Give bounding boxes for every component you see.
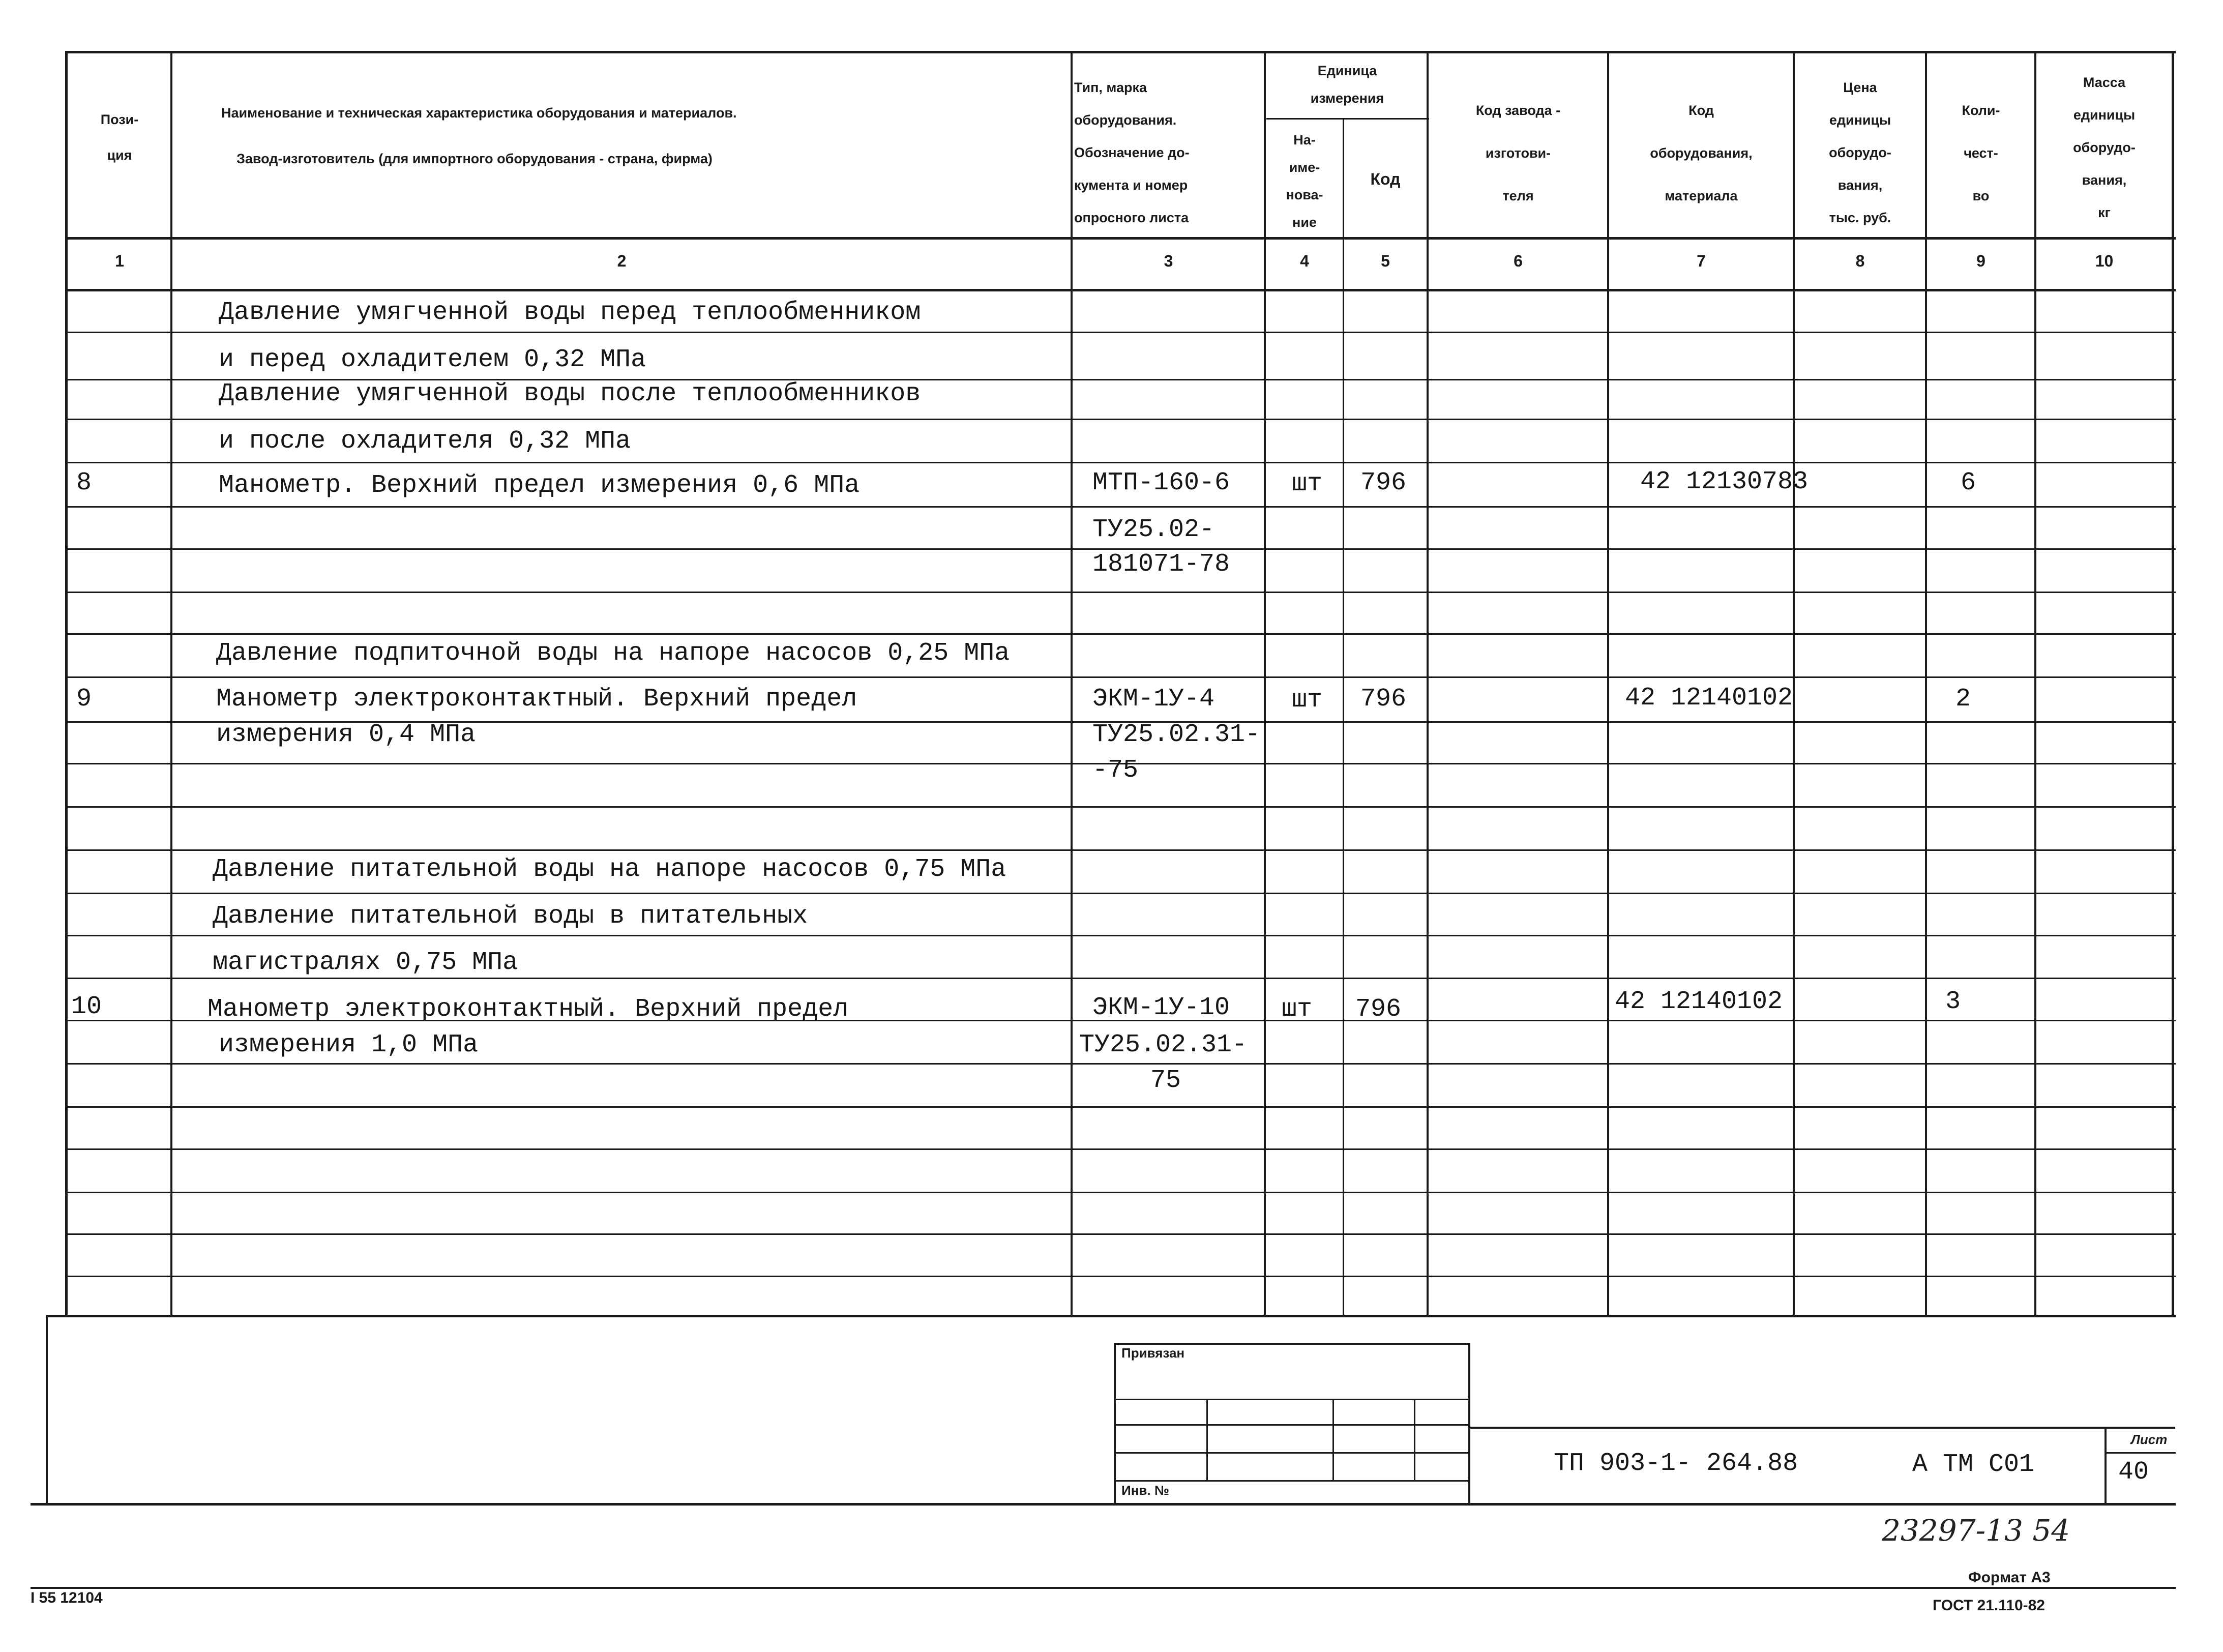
- row-unit-code: 796: [1355, 995, 1402, 1024]
- header-name-line1: Наименование и техническая характеристика оборудования и материалов.: [221, 105, 737, 121]
- row-line: [65, 676, 2176, 678]
- col-line-9: [2034, 51, 2036, 1315]
- row-quantity: 6: [1961, 468, 1976, 497]
- row-line: [65, 506, 2176, 508]
- row-line: [65, 1233, 2176, 1235]
- stamp-box-top: [1114, 1343, 1470, 1345]
- frame-bottom-border: [31, 1503, 2176, 1506]
- row-line: [65, 1192, 2176, 1193]
- header-bottom-border: [65, 237, 2176, 240]
- colnum-6: 6: [1514, 252, 1523, 270]
- colnum-2: 2: [617, 252, 627, 270]
- colnum-4: 4: [1300, 252, 1309, 270]
- col-line-2: [1071, 51, 1073, 1315]
- stamp-box-line: [1114, 1424, 1470, 1426]
- row-quantity: 3: [1945, 987, 1961, 1016]
- row-position: 8: [76, 468, 92, 497]
- row-type: ТУ25.02.31-: [1079, 1030, 1248, 1059]
- stamp-box-vline: [1206, 1399, 1208, 1480]
- row-line: [65, 1106, 2176, 1108]
- stamp-box-line: [1114, 1480, 1470, 1482]
- row-type: 181071-78: [1092, 550, 1230, 579]
- row-line: [65, 1276, 2176, 1277]
- row-code: 42 12130783: [1640, 467, 1809, 496]
- table-right-border: [2172, 51, 2174, 1315]
- colnum-8: 8: [1855, 252, 1865, 270]
- row-line: [65, 462, 2176, 463]
- row-line: [65, 1063, 2176, 1065]
- col-line-5: [1427, 51, 1429, 1315]
- colnum-bottom-border: [65, 289, 2176, 291]
- row-type: ТУ25.02.31-: [1092, 720, 1261, 749]
- header-unit-code: Код: [1370, 170, 1401, 188]
- row-line: [65, 633, 2176, 635]
- row-line: [65, 935, 2176, 936]
- row-unit: шт: [1282, 995, 1313, 1024]
- colnum-1: 1: [115, 252, 124, 270]
- row-name: Давление умягченной воды после теплообменников: [219, 379, 921, 408]
- row-quantity: 2: [1955, 685, 1971, 714]
- table-left-border: [65, 51, 68, 1315]
- stamp-box-line: [1114, 1452, 1470, 1454]
- stamp-inv-number: Инв. №: [1121, 1483, 1169, 1498]
- header-type: Тип, марка оборудования. Обозначение до- кумента и номер опросного листа: [1074, 80, 1190, 225]
- header-quantity: Коли- чест- во: [1962, 103, 2000, 203]
- row-name: измерения 1,0 МПа: [219, 1030, 479, 1059]
- col-line-4: [1343, 118, 1344, 1315]
- table-top-border: [65, 51, 2176, 53]
- row-type: 75: [1150, 1066, 1181, 1095]
- col-line-1: [170, 51, 172, 1315]
- unit-header-divider: [1266, 118, 1429, 120]
- col-line-8: [1925, 51, 1927, 1315]
- header-unit: Единица измерения: [1310, 63, 1384, 106]
- row-name: Манометр. Верхний предел измерения 0,6 МПа: [219, 471, 860, 500]
- sheet-box-left: [2105, 1427, 2107, 1506]
- row-line: [65, 419, 2176, 420]
- header-position: Пози- ция: [100, 112, 139, 163]
- row-type: ЭКМ-1У-10: [1092, 993, 1230, 1022]
- row-code: 42 12140102: [1615, 987, 1783, 1016]
- row-code: 42 12140102: [1625, 684, 1793, 713]
- row-name: и после охладителя 0,32 МПа: [219, 427, 631, 456]
- col-line-7: [1793, 51, 1795, 1315]
- row-unit: шт: [1292, 686, 1323, 715]
- table-bottom-border: [46, 1315, 2176, 1317]
- row-unit-code: 796: [1360, 685, 1407, 714]
- format-label: Формат А3: [1968, 1569, 2051, 1586]
- header-unit-name: На- име- нова- ние: [1286, 132, 1323, 230]
- row-name: и перед охладителем 0,32 МПа: [219, 345, 646, 374]
- row-type: -75: [1092, 756, 1139, 785]
- header-price: Цена единицы оборудо- вания, тыс. руб.: [1829, 80, 1891, 225]
- row-position: 10: [71, 992, 102, 1021]
- sheet-mark: А ТМ С01: [1912, 1450, 2035, 1479]
- sheet-number: 40: [2118, 1458, 2149, 1487]
- row-name: Манометр электроконтактный. Верхний предел: [216, 685, 857, 714]
- row-line: [65, 849, 2176, 851]
- stamp-box-vline: [1332, 1399, 1334, 1480]
- doc-code: ТП 903-1- 264.88: [1554, 1449, 1798, 1478]
- colnum-3: 3: [1164, 252, 1173, 270]
- sheet-box-divider: [2105, 1452, 2176, 1454]
- frame-left-border: [46, 1315, 48, 1506]
- row-type: ТУ25.02-: [1092, 515, 1215, 544]
- title-block-top: [1468, 1427, 2175, 1429]
- row-type: МТП-160-6: [1092, 468, 1230, 497]
- stamp-privyazan: Привязан: [1121, 1345, 1185, 1361]
- row-position: 9: [76, 685, 92, 714]
- left-code: I 55 12104: [31, 1589, 103, 1606]
- header-plant-code: Код завода - изготови- теля: [1475, 103, 1561, 203]
- row-line: [65, 806, 2176, 808]
- row-type: ЭКМ-1У-4: [1092, 685, 1215, 714]
- row-line: [65, 592, 2176, 593]
- header-name-line2: Завод-изготовитель (для импортного оборудования - страна, фирма): [236, 151, 713, 166]
- row-line: [65, 1148, 2176, 1150]
- header-mass: Масса единицы оборудо- вания, кг: [2073, 75, 2136, 220]
- gost-label: ГОСТ 21.110-82: [1933, 1597, 2045, 1614]
- sheet-label: Лист: [2131, 1432, 2168, 1447]
- colnum-9: 9: [1976, 252, 1985, 270]
- stamp-box-line: [1114, 1399, 1470, 1400]
- row-name: магистралях 0,75 МПа: [213, 948, 518, 977]
- row-line: [65, 332, 2176, 333]
- row-name: Манометр электроконтактный. Верхний предел: [208, 995, 849, 1024]
- row-unit-code: 796: [1360, 468, 1407, 497]
- colnum-10: 10: [2095, 252, 2114, 270]
- handwritten-number: 23297-13 54: [1882, 1513, 2070, 1548]
- col-line-6: [1607, 51, 1609, 1315]
- colnum-5: 5: [1381, 252, 1390, 270]
- col-line-3: [1264, 51, 1266, 1315]
- row-name: Давление подпиточной воды на напоре насосов 0,25 МПа: [216, 639, 1010, 668]
- row-unit: шт: [1292, 469, 1323, 498]
- row-name: Давление питательной воды в питательных: [213, 902, 808, 931]
- colnum-7: 7: [1697, 252, 1706, 270]
- row-name: Давление питательной воды на напоре насосов 0,75 МПа: [213, 855, 1006, 884]
- row-name: Давление умягченной воды перед теплообменником: [219, 298, 921, 327]
- footer-rule: [31, 1587, 2176, 1589]
- stamp-box-vline: [1414, 1399, 1415, 1480]
- row-line: [65, 893, 2176, 894]
- header-material-code: Код оборудования, материала: [1650, 103, 1753, 203]
- row-name: измерения 0,4 МПа: [216, 720, 476, 749]
